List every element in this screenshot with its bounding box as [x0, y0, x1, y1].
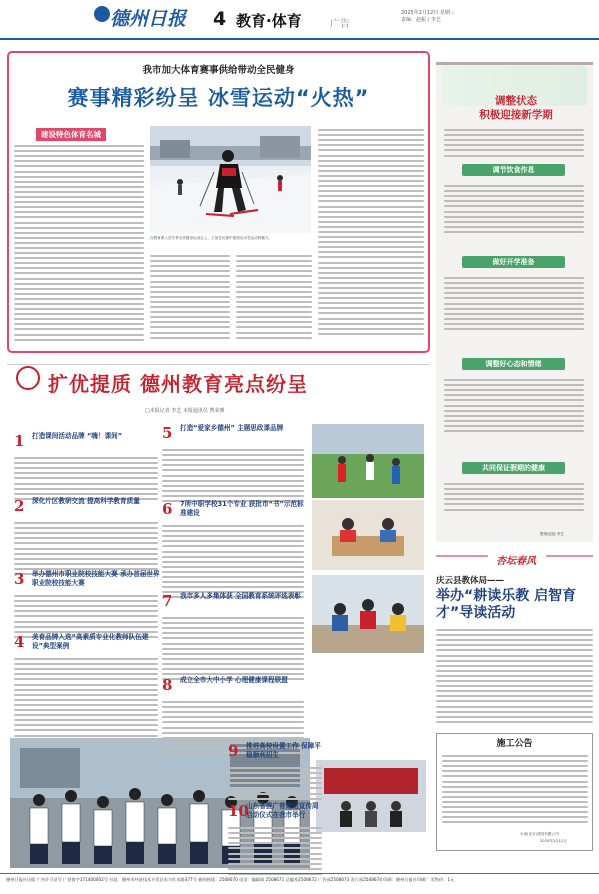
- lead-column-3: [236, 252, 312, 346]
- feature-title-line1: 调整状态: [495, 95, 537, 107]
- item-headline: 打造课间活动品牌 “嗨！课间”: [32, 432, 123, 440]
- item-number: 3: [14, 570, 25, 588]
- date-text: 2025年2月12日 星期三: [401, 10, 455, 16]
- notice-signature: 永成(北京)建设有限公司: [520, 832, 559, 836]
- item-number: 9: [228, 742, 239, 760]
- item-headline: 7所中职学校31个专业 获批市“书”示范标准建设: [180, 500, 304, 517]
- feature-band-3: 调整好心态和情绪: [462, 358, 565, 370]
- lead-photo-skiing: [150, 126, 311, 233]
- notice-date: 2025年2月12日: [540, 839, 567, 843]
- item-body: [14, 655, 158, 745]
- item-body: [162, 446, 304, 506]
- lead-headline: 赛事精彩纷呈 冰雪运动“火热”: [67, 86, 370, 110]
- item-headline: 举办德州市职业院校技能大赛 承办首届世界职业院校技能大赛: [32, 570, 160, 587]
- feature-text-3: [444, 376, 584, 456]
- feature-band-1: 调节饮食作息: [462, 164, 565, 176]
- feature-signature: 整理/赵振 李艺: [540, 532, 564, 536]
- feature-text-1: [444, 182, 584, 252]
- lead-section-tag: 建设特色体育名城: [36, 128, 106, 141]
- feature-band-4: 共同保证假期的健康: [462, 462, 565, 474]
- feature-band-2: 做好开学准备: [462, 256, 565, 268]
- item-body: [162, 614, 304, 684]
- lead-kicker: 我市加大体育赛事供给带动全民健身: [142, 65, 295, 76]
- item-headline: 深化片区教研交流 提高科学教育质量: [32, 497, 140, 505]
- photo-students-chess: [312, 500, 424, 570]
- item-number: 6: [162, 500, 173, 518]
- section-deco-icon: [16, 366, 40, 390]
- ad-tag: 广告: [330, 19, 350, 30]
- item-headline: 推进高校设置工作 保障平稳顺利招生: [246, 742, 321, 759]
- item-headline: 成立全市大中小学 心理健康课程联盟: [180, 676, 288, 684]
- lead-column-2: [150, 252, 230, 346]
- masthead: 德州日报: [110, 8, 187, 30]
- item-body: [162, 522, 304, 602]
- notice-title: 施工公告: [496, 739, 533, 749]
- column-headline: 举办“耕读乐教 启智育才”导读活动: [436, 588, 577, 621]
- item-body: [14, 519, 158, 577]
- masthead-logo-icon: [94, 6, 110, 22]
- item-headline: 美育品牌入选“高素质专业化教师队伍建设”典型案例: [32, 633, 149, 650]
- editor-text: 责编：赵振 / 李艺: [401, 17, 441, 23]
- feature-title-line2: 积极迎接新学期: [479, 109, 553, 121]
- section-title: 教育·体育: [236, 12, 302, 30]
- item-body: [228, 764, 322, 804]
- feature-intro-text: [444, 126, 584, 166]
- lead-column-4: [318, 126, 424, 346]
- lead-column-1: [14, 142, 144, 346]
- footer-text: 德州日报社出版 广告许可证号 广登鲁字371400002号 社址：德州市经济技术开发区东方红东路377号 新闻热线：2508670 电话：编辑部 2508671 总编室2508672 广告部2508673 发行部2508674 印刷：德州日报社印刷厂 零售价：1元: [6, 877, 455, 882]
- item-headline: 山东省推广普通话宣传周 启动仪式在我市举行: [246, 802, 319, 819]
- column-kicker: 庆云县教体局——: [436, 576, 505, 586]
- item-body: [228, 824, 322, 876]
- photo-students-classroom: [312, 575, 424, 653]
- feature-text-4: [444, 480, 584, 526]
- lead-photo-caption: 在教育系人员冬季全民健身运动会上，王某在比赛中展现出冰雪运动的魅力。: [150, 236, 273, 240]
- item-headline: 我市多人多集体获 全国教育系统评选表彰: [180, 592, 301, 600]
- feature-text-2: [444, 274, 584, 354]
- item-headline: 打造“爱家乡德州” 主题思政课品牌: [180, 424, 284, 432]
- item-number: 2: [14, 497, 25, 515]
- item-number: 8: [162, 676, 173, 694]
- date-line: [401, 10, 455, 24]
- page-number: 4: [213, 8, 227, 30]
- item-number: 5: [162, 424, 173, 442]
- photo-students-exercise: [312, 424, 424, 498]
- column-brand: 杏坛春风: [496, 556, 536, 567]
- column-body: [436, 626, 593, 728]
- photo-mandarin-event: [316, 760, 426, 832]
- notice-body: [442, 752, 588, 828]
- education-section-title: 扩优提质 德州教育亮点纷呈: [48, 372, 308, 396]
- item-number: 7: [162, 592, 173, 610]
- item-number: 1: [14, 432, 25, 450]
- education-byline: □本报记者 李艺 本报通讯员 曹荣雅: [145, 408, 225, 414]
- item-number: 10: [228, 802, 249, 820]
- item-number: 4: [14, 633, 25, 651]
- feature-title: [470, 94, 562, 122]
